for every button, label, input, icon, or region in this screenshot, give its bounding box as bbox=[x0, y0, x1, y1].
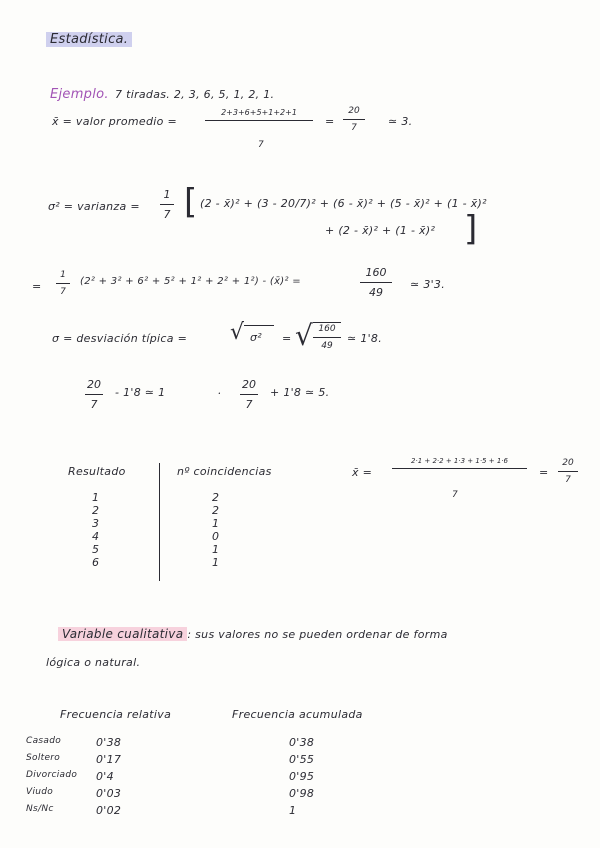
table-cell: 0'02 bbox=[96, 804, 122, 817]
table-row-label: Divorciado bbox=[26, 770, 78, 780]
rel-cumulative-column bbox=[289, 736, 314, 821]
rel-relative-column bbox=[96, 736, 121, 821]
deviation-eq: = bbox=[282, 332, 292, 345]
fraction-bar bbox=[392, 468, 527, 469]
expand-prefix: = bbox=[32, 280, 42, 293]
variance-line1: (2 - x̄)² + (3 - 20/7)² + (6 - x̄)² + (5 - x̄)² + (1 - x̄)² bbox=[200, 197, 487, 210]
list-item: 1 bbox=[212, 556, 220, 569]
qualitative-term: Variable cualitativa bbox=[58, 627, 187, 641]
weighted-mean-result-num: 20 bbox=[562, 458, 574, 468]
deviation-frac-den: 49 bbox=[321, 341, 333, 351]
interval-b-rest: + 1'8 ≃ 5. bbox=[270, 386, 330, 399]
table-divider bbox=[159, 463, 160, 581]
deviation-lhs: σ = desviación típica = bbox=[52, 332, 188, 345]
table-cell: 0'38 bbox=[289, 736, 315, 749]
expand-fraction bbox=[56, 270, 70, 297]
list-item: 2 bbox=[212, 504, 220, 517]
fraction-bar bbox=[343, 119, 365, 120]
mean-result-num: 20 bbox=[348, 106, 360, 116]
freq-header-result: Resultado bbox=[68, 465, 126, 478]
rel-header-relative: Frecuencia relativa bbox=[60, 708, 172, 721]
interval-a-num: 20 bbox=[87, 378, 101, 391]
variance-line2: + (2 - x̄)² + (1 - x̄)² bbox=[325, 224, 436, 237]
qualitative-def-line1: : sus valores no se pueden ordenar de forma bbox=[187, 628, 448, 641]
deviation-fraction bbox=[313, 324, 341, 351]
table-cell: 0'98 bbox=[289, 787, 315, 800]
sqrt-inner: σ² bbox=[250, 331, 262, 344]
interval-b-den: 7 bbox=[245, 398, 253, 411]
list-item: 5 bbox=[92, 543, 100, 556]
mean-lhs: x̄ = valor promedio = bbox=[52, 115, 177, 128]
sqrt-overline-2 bbox=[313, 322, 341, 323]
interval-b-fraction bbox=[240, 378, 258, 411]
qualitative-definition bbox=[58, 627, 448, 641]
list-item: 1 bbox=[212, 517, 220, 530]
fraction-bar bbox=[360, 282, 392, 283]
variance-fraction bbox=[160, 188, 174, 221]
table-row-label: Ns/Nc bbox=[26, 804, 54, 814]
weighted-mean-lhs: x̄ = bbox=[352, 466, 373, 479]
freq-results-column bbox=[92, 491, 99, 569]
page-title bbox=[46, 32, 132, 47]
mean-eq: = bbox=[325, 115, 335, 128]
freq-header-count: nº coincidencias bbox=[177, 465, 272, 478]
sqrt-overline-1 bbox=[244, 325, 274, 326]
mean-result-fraction bbox=[343, 106, 365, 133]
qualitative-def-line2: lógica o natural. bbox=[46, 656, 141, 669]
interval-a-fraction bbox=[85, 378, 103, 411]
mean-denominator: 7 bbox=[258, 140, 265, 150]
table-row-label: Soltero bbox=[26, 753, 61, 763]
mean-approx: ≃ 3. bbox=[388, 115, 413, 128]
deviation-approx: ≃ 1'8. bbox=[347, 332, 383, 345]
list-item: 2 bbox=[212, 491, 220, 504]
expand-body: (2² + 3² + 6² + 5² + 1² + 2² + 1²) - (x̄)² = bbox=[80, 276, 301, 287]
list-item: 6 bbox=[92, 556, 100, 569]
rel-labels-column bbox=[26, 736, 77, 821]
example-label: Ejemplo. bbox=[50, 87, 109, 102]
variance-result-approx: ≃ 3'3. bbox=[410, 278, 446, 291]
interval-b-num: 20 bbox=[242, 378, 256, 391]
page-title-text: Estadística. bbox=[46, 32, 132, 47]
table-row-label: Casado bbox=[26, 736, 62, 746]
variance-frac-num: 1 bbox=[163, 188, 171, 201]
variance-frac-den: 7 bbox=[163, 208, 171, 221]
list-item: 0 bbox=[212, 530, 220, 543]
table-row-label: Viudo bbox=[26, 787, 54, 797]
list-item: 2 bbox=[92, 504, 100, 517]
fraction-bar bbox=[313, 337, 341, 338]
example-intro: 7 tiradas. 2, 3, 6, 5, 1, 2, 1. bbox=[115, 88, 275, 101]
list-item: 1 bbox=[92, 491, 100, 504]
weighted-mean-result-den: 7 bbox=[565, 475, 571, 485]
fraction-bar bbox=[160, 204, 174, 205]
variance-result-fraction bbox=[360, 266, 392, 299]
mean-numerator: 2+3+6+5+1+2+1 bbox=[221, 108, 297, 117]
left-bracket: [ bbox=[184, 182, 198, 222]
freq-counts-column bbox=[212, 491, 219, 569]
table-cell: 0'38 bbox=[96, 736, 122, 749]
table-cell: 0'17 bbox=[96, 753, 122, 766]
list-item: 4 bbox=[92, 530, 100, 543]
table-cell: 1 bbox=[289, 804, 297, 817]
sqrt-sign-1: √ bbox=[230, 320, 245, 345]
weighted-mean-num: 2·1 + 2·2 + 1·3 + 1·5 + 1·6 bbox=[411, 457, 508, 465]
table-cell: 0'55 bbox=[289, 753, 315, 766]
weighted-mean-den: 7 bbox=[452, 490, 459, 500]
list-item: 1 bbox=[212, 543, 220, 556]
weighted-mean-eq: = bbox=[539, 466, 549, 479]
table-cell: 0'03 bbox=[96, 787, 122, 800]
weighted-mean-fraction bbox=[392, 457, 527, 472]
interval-sep: . bbox=[218, 384, 222, 397]
table-cell: 0'4 bbox=[96, 770, 114, 783]
fraction-bar bbox=[85, 394, 103, 395]
fraction-bar bbox=[558, 471, 578, 472]
expand-frac-num: 1 bbox=[60, 270, 66, 280]
fraction-bar bbox=[56, 283, 70, 284]
mean-result-den: 7 bbox=[351, 123, 357, 133]
expand-frac-den: 7 bbox=[60, 287, 66, 297]
fraction-bar bbox=[240, 394, 258, 395]
variance-lhs: σ² = varianza = bbox=[48, 200, 140, 213]
rel-header-cumulative: Frecuencia acumulada bbox=[232, 708, 363, 721]
mean-fraction bbox=[205, 108, 313, 124]
right-bracket: ] bbox=[464, 209, 478, 249]
list-item: 3 bbox=[92, 517, 100, 530]
variance-result-num: 160 bbox=[365, 266, 387, 279]
fraction-bar bbox=[205, 120, 313, 121]
table-cell: 0'95 bbox=[289, 770, 315, 783]
weighted-mean-result bbox=[558, 458, 578, 485]
interval-a-rest: - 1'8 ≃ 1 bbox=[115, 386, 166, 399]
interval-a-den: 7 bbox=[90, 398, 98, 411]
sqrt-sign-2: √ bbox=[295, 319, 313, 352]
variance-result-den: 49 bbox=[369, 286, 383, 299]
deviation-frac-num: 160 bbox=[318, 324, 336, 334]
